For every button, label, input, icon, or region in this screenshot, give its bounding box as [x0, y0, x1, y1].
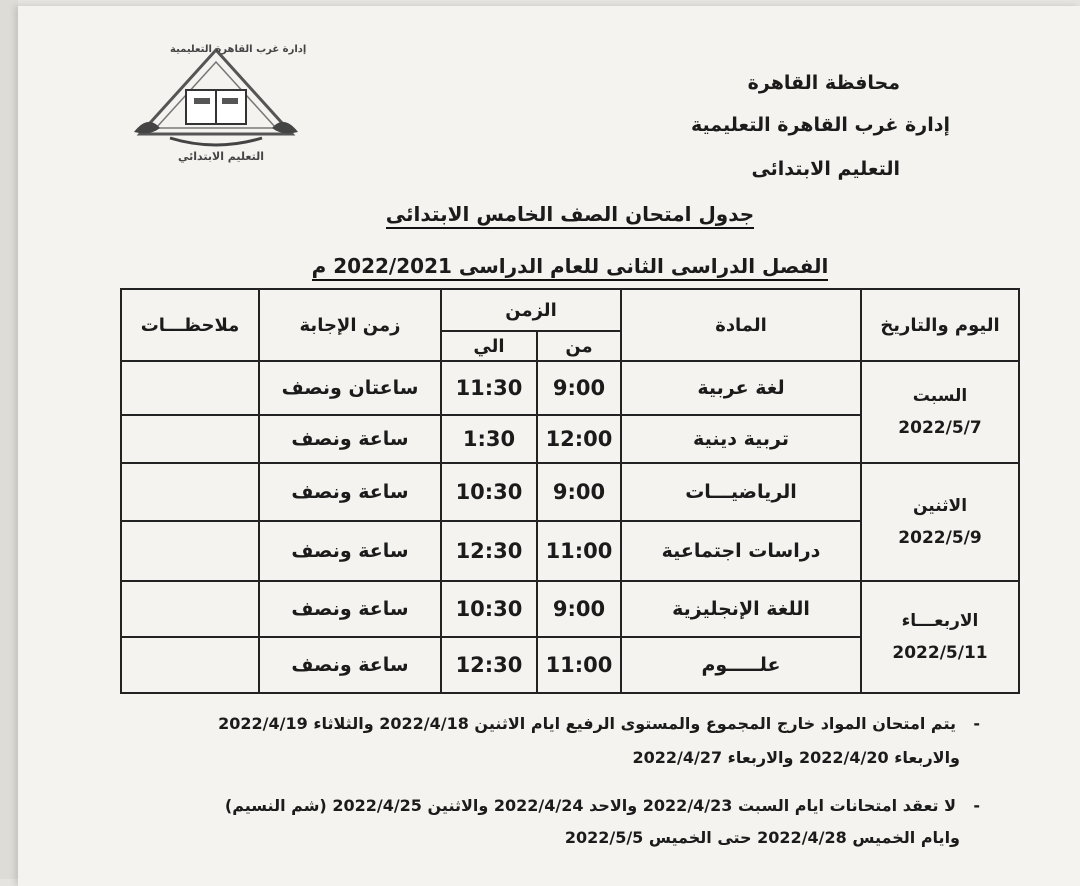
note-1-line-1-text: يتم امتحان المواد خارج المجموع والمستوى الرفيع ايام الاثنين 2022/4/18 والثلاثاء 2022/4/19 [218, 714, 956, 733]
administration-logo [130, 42, 307, 170]
day-date-cell [861, 361, 1019, 463]
table-row [121, 361, 1019, 415]
subject-cell: علـــــوم [621, 637, 861, 693]
note-2-line-1 [225, 796, 980, 815]
header-duration: زمن الإجابة [259, 289, 441, 361]
note-2-bullet: - [973, 796, 980, 815]
from-cell: 12:00 [537, 415, 621, 463]
day-name: الاربعـــاء [901, 610, 979, 631]
page-subtitle [0, 254, 1080, 278]
governorate-name: محافظة القاهرة [747, 72, 900, 94]
notes-cell [121, 637, 259, 693]
header-from: من [537, 331, 621, 361]
page-title-text: جدول امتحان الصف الخامس الابتدائى [386, 202, 754, 229]
page-title [0, 202, 1080, 226]
subject-cell: الرياضيـــات [621, 463, 861, 521]
notes-cell [121, 581, 259, 637]
to-cell: 12:30 [441, 637, 537, 693]
day-date: 2022/5/11 [892, 643, 988, 663]
to-cell: 10:30 [441, 581, 537, 637]
header-time: الزمن [441, 289, 621, 331]
table-row [121, 581, 1019, 637]
subject-cell: تربية دينية [621, 415, 861, 463]
day-name: الاثنين [912, 495, 968, 516]
subject-cell: دراسات اجتماعية [621, 521, 861, 581]
header-subject: المادة [621, 289, 861, 361]
to-cell: 11:30 [441, 361, 537, 415]
note-1-line-2 [632, 748, 960, 767]
note-1-bullet: - [973, 714, 980, 733]
notes-cell [121, 361, 259, 415]
page-subtitle-text: الفصل الدراسى الثانى للعام الدراسى 2022/2021 م [312, 254, 829, 281]
duration-cell: ساعة ونصف [259, 463, 441, 521]
from-cell: 11:00 [537, 521, 621, 581]
subject-cell: لغة عربية [621, 361, 861, 415]
to-cell: 1:30 [441, 415, 537, 463]
notes-cell [121, 463, 259, 521]
stage-name: التعليم الابتدائى [751, 158, 900, 180]
day-date-cell [861, 581, 1019, 693]
duration-cell: ساعتان ونصف [259, 361, 441, 415]
logo-bottom-text: التعليم الابتدائي [178, 150, 265, 163]
duration-cell: ساعة ونصف [259, 581, 441, 637]
day-date-cell [861, 463, 1019, 581]
to-cell: 12:30 [441, 521, 537, 581]
adjacent-page-edge [0, 0, 18, 879]
from-cell: 9:00 [537, 463, 621, 521]
header-to: الي [441, 331, 537, 361]
notes-cell [121, 415, 259, 463]
note-2-line-1-text: لا تعقد امتحانات ايام السبت 2022/4/23 والاحد 2022/4/24 والاثنين 2022/4/25 (شم النسيم) [224, 796, 956, 815]
duration-cell: ساعة ونصف [259, 521, 441, 581]
from-cell: 9:00 [537, 361, 621, 415]
note-2-line-2 [565, 828, 960, 847]
note-1-line-1 [218, 714, 980, 733]
from-cell: 11:00 [537, 637, 621, 693]
duration-cell: ساعة ونصف [259, 637, 441, 693]
administration-name: إدارة غرب القاهرة التعليمية [691, 114, 950, 136]
to-cell: 10:30 [441, 463, 537, 521]
logo-top-text: إدارة غرب القاهرة التعليمية [170, 44, 307, 55]
note-2-line-2-text: وايام الخميس 2022/4/28 حتى الخميس 2022/5/5 [564, 828, 960, 847]
header-day-date: اليوم والتاريخ [861, 289, 1019, 361]
note-1-line-2-text: والاربعاء 2022/4/20 والاربعاء 2022/4/27 [632, 748, 960, 767]
table-row [121, 463, 1019, 521]
exam-schedule-table [120, 288, 1020, 694]
header-notes: ملاحظـــات [121, 289, 259, 361]
subject-cell: اللغة الإنجليزية [621, 581, 861, 637]
day-name: السبت [912, 385, 968, 406]
notes-cell [121, 521, 259, 581]
from-cell: 9:00 [537, 581, 621, 637]
duration-cell: ساعة ونصف [259, 415, 441, 463]
day-date: 2022/5/9 [898, 528, 982, 548]
day-date: 2022/5/7 [898, 418, 982, 438]
